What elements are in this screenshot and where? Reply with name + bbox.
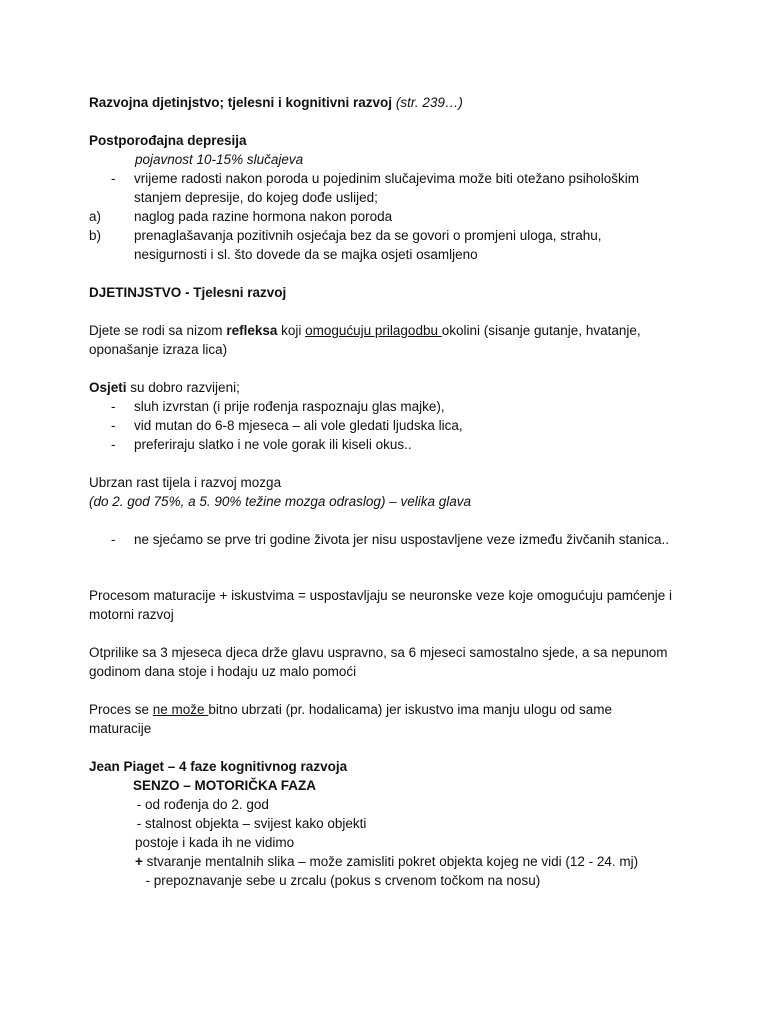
list-item [89, 435, 689, 454]
list-item-text: prenaglašavanja pozitivnih osjećaja bez da se govori o promjeni uloga, strahu, [134, 228, 602, 243]
list-marker-b: b) [89, 228, 102, 243]
title-page-ref: (str. 239…) [395, 95, 463, 110]
list-item [89, 169, 689, 188]
underlined-term: omogućuju prilagodbu [305, 323, 442, 338]
paragraph-milestones: Otprilike sa 3 mjeseca djeca drže glavu uspravno, sa 6 mjeseci samostalno sjede, a sa nepunom [89, 645, 668, 660]
bold-term: refleksa [226, 323, 278, 338]
list-item [89, 416, 689, 435]
paragraph-osjeti [89, 378, 689, 397]
list-marker-a: a) [89, 209, 102, 224]
list-item-text: vid mutan do 6-8 mjeseca – ali vole gledati ljudska lica, [134, 418, 463, 433]
paragraph-line: oponašanje izraza lica) [89, 342, 228, 357]
dash-marker: - [111, 532, 116, 547]
heading-piaget: Jean Piaget – 4 faze kognitivnog razvoja [89, 759, 348, 774]
list-item-text: preferiraju slatko i ne vole gorak ili kiseli okus.. [134, 437, 412, 452]
document-title [89, 93, 689, 112]
frequency-note: pojavnost 10-15% slučajeva [135, 152, 304, 167]
phase-line: - prepoznavanje sebe u zrcalu (pokus s crvenom točkom na nosu) [138, 873, 541, 888]
text-span: su dobro razvijeni; [126, 380, 240, 395]
paragraph-growth: Ubrzan rast tijela i razvoj mozga [89, 475, 282, 490]
list-item [89, 530, 689, 549]
phase-line: - od rođenja do 2. god [133, 797, 269, 812]
phase-line [89, 852, 689, 871]
paragraph-process [89, 700, 689, 719]
phase-line: - stalnost objekta – svijest kako objekti [133, 816, 367, 831]
plus-marker: + [135, 854, 143, 869]
list-item-continuation: nesigurnosti i sl. što dovede da se majka osjeti osamljeno [134, 247, 478, 262]
phase-heading: SENZO – MOTORIČKA FAZA [133, 778, 317, 793]
text-span: Proces se [89, 702, 153, 717]
text-span: bitno ubrzati (pr. hodalicama) jer iskustvo ima manju ulogu od same [208, 702, 613, 717]
paragraph-line: godinom dana stoje i hodaju uz malo pomoći [89, 664, 357, 679]
phase-line: postoje i kada ih ne vidimo [135, 835, 295, 850]
text-span: stvaranje mentalnih slika – može zamisliti pokret objekta kojeg ne vidi (12 - 24. mj) [142, 854, 639, 869]
list-item-text: ne sjećamo se prve tri godine života jer nisu uspostavljene veze između živčanih stanica.. [134, 532, 670, 547]
list-item [89, 397, 689, 416]
list-item-text: naglog pada razine hormona nakon poroda [134, 209, 393, 224]
list-item-text: sluh izvrstan (i prije rođenja raspoznaju glas majke), [134, 399, 445, 414]
title-text: Razvojna djetinjstvo; tjelesni i kognitivni razvoj [89, 95, 393, 110]
text-span: koji [277, 323, 306, 338]
paragraph-reflexes [89, 321, 689, 340]
list-item-a [89, 207, 689, 226]
text-span: Djete se rodi sa nizom [89, 323, 227, 338]
list-item-continuation: stanjem depresije, do kojeg dođe uslijed; [134, 190, 378, 205]
dash-marker: - [111, 437, 116, 452]
dash-marker: - [111, 418, 116, 433]
paragraph-line: maturacije [89, 721, 152, 736]
list-item-text: vrijeme radosti nakon poroda u pojedinim slučajevima može biti otežano psihološkim [134, 171, 640, 186]
paragraph-maturation: Procesom maturacije + iskustvima = uspostavljaju se neuronske veze koje omogućuju pamćenje i [89, 588, 673, 603]
dash-marker: - [111, 399, 116, 414]
document-page [89, 93, 689, 890]
heading-djetinjstvo: DJETINJSTVO - Tjelesni razvoj [89, 285, 287, 300]
underlined-term: ne može [152, 702, 209, 717]
list-item-b [89, 226, 689, 245]
growth-note: (do 2. god 75%, a 5. 90% težine mozga odraslog) – velika glava [89, 494, 471, 509]
dash-marker: - [111, 171, 116, 186]
heading-postporodajna: Postporođajna depresija [89, 133, 247, 148]
paragraph-line: motorni razvoj [89, 607, 174, 622]
bold-term: Osjeti [89, 380, 127, 395]
text-span: okolini (sisanje gutanje, hvatanje, [441, 323, 641, 338]
